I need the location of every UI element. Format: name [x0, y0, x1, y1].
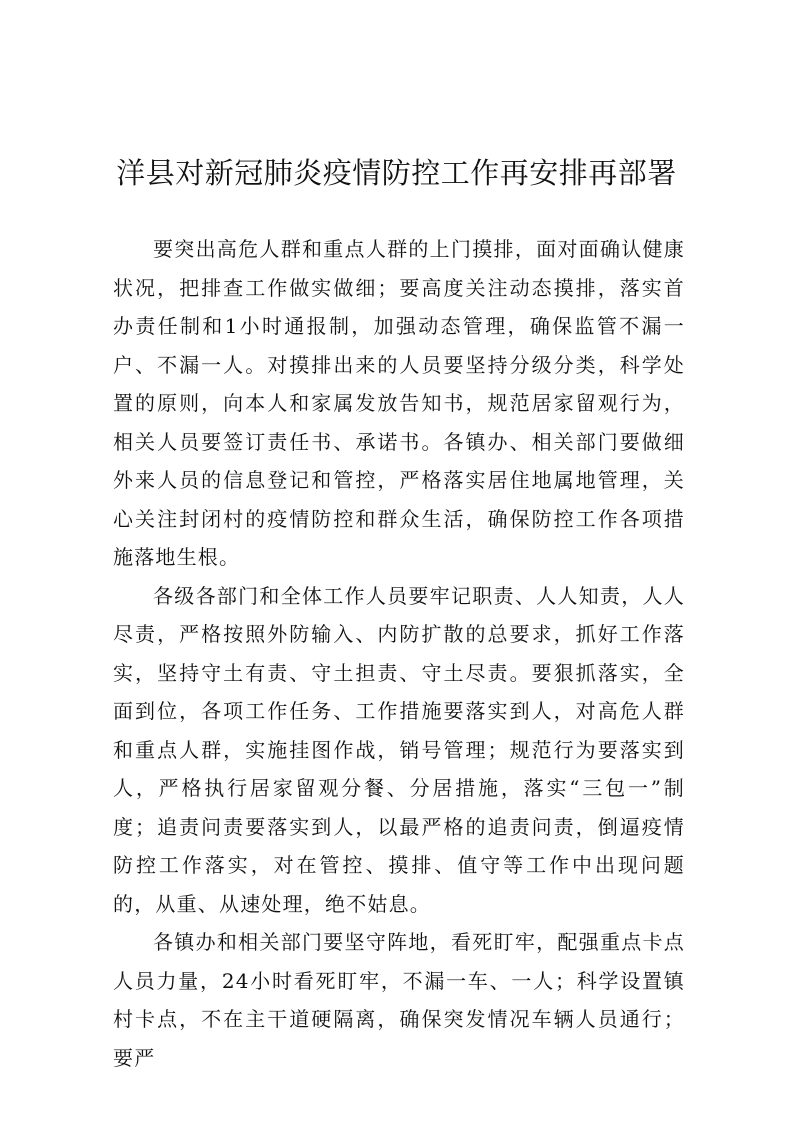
- document-body: [113, 230, 685, 1077]
- document-title: 洋县对新冠肺炎疫情防控工作再安排再部署: [116, 156, 677, 190]
- paragraph: 各级各部门和全体工作人员要牢记职责、人人知责，人人尽责，严格按照外防输入、内防扩散的总要求，抓好工作落实，坚持守土有责、守土担责、守土尽责。要狠抓落实，全面到位，各项工作任务、工作措施要落实到人，对高危人群和重点人群，实施挂图作战，销号管理；规范行为要落实到人，严格执行居家留观分餐、分居措施，落实“三包一”制度；追责问责要落实到人，以最严格的追责问责，倒逼疫情防控工作落实，对在管控、摸排、值守等工作中出现问题的，从重、从速处理，绝不姑息。: [113, 583, 685, 916]
- paragraph: 各镇办和相关部门要坚守阵地，看死盯牢，配强重点卡点人员力量，24小时看死盯牢，不漏一车、一人；科学设置镇村卡点，不在主干道硬隔离，确保突发情况车辆人员通行；要严: [113, 930, 685, 1070]
- paragraph: 要突出高危人群和重点人群的上门摸排，面对面确认健康状况，把排查工作做实做细；要高度关注动态摸排，落实首办责任制和1小时通报制，加强动态管理，确保监管不漏一户、不漏一人。对摸排出来的人员要坚持分级分类，科学处置的原则，向本人和家属发放告知书，规范居家留观行为，相关人员要签订责任书、承诺书。各镇办、相关部门要做细外来人员的信息登记和管控，严格落实居住地属地管理，关心关注封闭村的疫情防控和群众生活，确保防控工作各项措施落地生根。: [113, 237, 685, 569]
